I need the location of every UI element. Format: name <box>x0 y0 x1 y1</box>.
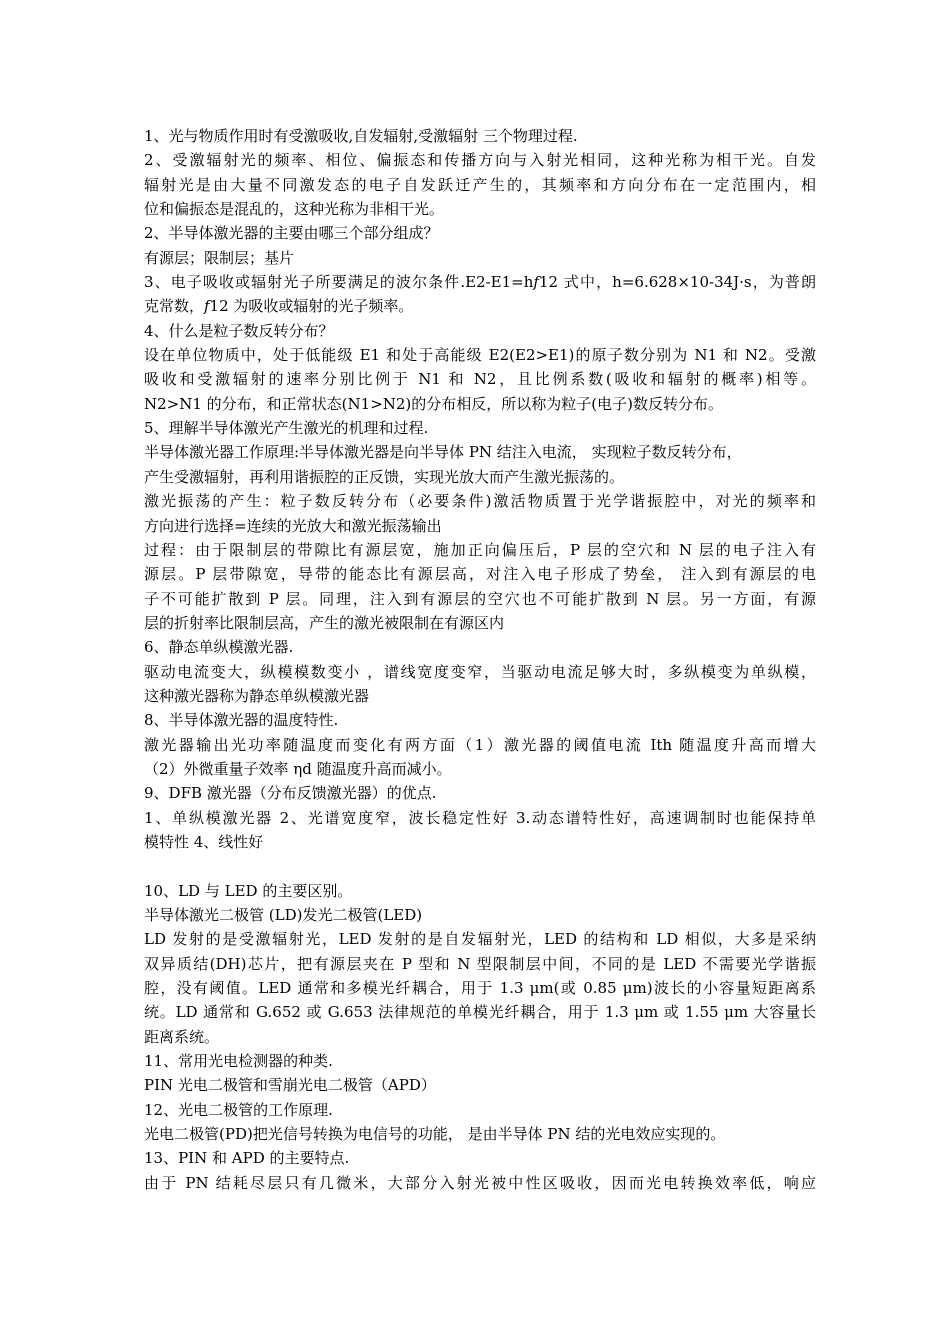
text-line: 距离系统。 <box>144 1027 220 1046</box>
text-line: 11、常用光电检测器的种类. <box>144 1052 333 1071</box>
text-line: 设在单位物质中，处于低能级 E1 和处于高能级 E2(E2>E1)的原子数分别为 N1 和 N2。受激 <box>144 346 816 365</box>
text-line: 有源层；限制层；基片 <box>144 248 295 267</box>
text-line: 半导体激光器工作原理:半导体激光器是向半导体 PN 结注入电流， 实现粒子数反转分布， <box>144 443 742 462</box>
text-line: 子不可能扩散到 P 层。同理，注入到有源层的空穴也不可能扩散到 N 层。另一方面，有源 <box>144 589 816 608</box>
text-line: 产生受激辐射，再利用谐振腔的正反馈，实现光放大而产生激光振荡的。 <box>144 467 625 486</box>
text-line: 模特性 4、线性好 <box>144 832 264 851</box>
text-line: 激光振荡的产生：粒子数反转分布（必要条件)激活物质置于光学谐振腔中，对光的频率和 <box>144 492 816 511</box>
text-line: 5、理解半导体激光产生激光的机理和过程. <box>144 419 429 438</box>
text-line: 激光器输出光功率随温度而变化有两方面（1）激光器的阈值电流 Ith 随温度升高而增大 <box>144 735 816 754</box>
text-line: 由于 PN 结耗尽层只有几微米，大部分入射光被中性区吸收，因而光电转换效率低，响应 <box>144 1173 816 1192</box>
text-line: 源层。P 层带隙宽，导带的能态比有源层高，对注入电子形成了势垒， 注入到有源层的电 <box>144 565 816 584</box>
text-line: 吸收和受激辐射的速率分别比例于 N1 和 N2，且比例系数(吸收和辐射的概率)相等。 <box>144 370 816 389</box>
text-line: 1、光与物质作用时有受激吸收,自发辐射,受激辐射 三个物理过程. <box>144 127 578 145</box>
text-line: 方向进行选择=连续的光放大和激光振荡输出 <box>144 516 442 535</box>
text-line: 6、静态单纵模激光器. <box>144 638 294 657</box>
text-line: （2）外微重量子效率 ηd 随温度升高而减小。 <box>144 759 452 778</box>
text-line: 双异质结(DH)芯片，把有源层夹在 P 型和 N 型限制层中间，不同的是 LED 不需要光学谐振 <box>144 954 816 973</box>
text-line: PIN 光电二极管和雪崩光电二极管（APD） <box>144 1076 436 1095</box>
text-line: 10、LD 与 LED 的主要区别。 <box>144 881 353 900</box>
text-line: 辐射光是由大量不同激发态的电子自发跃迁产生的，其频率和方向分布在一定范围内，相 <box>144 175 816 194</box>
text-line: 1、单纵模激光器 2、光谱宽度窄，波长稳定性好 3.动态谱特性好，高速调制时也能保持单 <box>144 808 816 827</box>
text-line: 光电二极管(PD)把光信号转换为电信号的功能， 是由半导体 PN 结的光电效应实现的。 <box>144 1125 726 1144</box>
text-line <box>144 854 816 878</box>
text-line: 4、什么是粒子数反转分布？ <box>144 321 334 340</box>
text-line: 驱动电流变大，纵模模数变小 ，谱线宽度变窄，当驱动电流足够大时，多纵模变为单纵模， <box>144 662 816 681</box>
text-line: 2、半导体激光器的主要由哪三个部分组成？ <box>144 224 439 243</box>
text-line: 腔，没有阈值。LED 通常和多模光纤耦合，用于 1.3 μm(或 0.85 μm)波长的小容量短距离系 <box>144 979 816 998</box>
text-line: 统。LD 通常和 G.652 或 G.653 法律规范的单模光纤耦合，用于 1.3 μm 或 1.55 μm 大容量长 <box>144 1003 816 1022</box>
text-line: 层的折射率比限制层高，产生的激光被限制在有源区内 <box>144 613 505 632</box>
text-line: 克常数，𝑓12 为吸收或辐射的光子频率。 <box>144 297 414 316</box>
text-line: 3、电子吸收或辐射光子所要满足的波尔条件.E2-E1=h𝑓12 式中，h=6.628×10-34J·s，为普朗 <box>144 273 816 292</box>
text-line: LD 发射的是受激辐射光，LED 发射的是自发辐射光，LED 的结构和 LD 相似，大多是采纳 <box>144 930 816 949</box>
document-body <box>144 124 816 1195</box>
text-line: 8、半导体激光器的温度特性. <box>144 711 339 730</box>
text-line: 这种激光器称为静态单纵模激光器 <box>144 686 370 705</box>
text-line: N2>N1 的分布，和正常状态(N1>N2)的分布相反，所以称为粒子(电子)数反转分布。 <box>144 394 723 413</box>
text-line: 2、受激辐射光的频率、相位、偏振态和传播方向与入射光相同，这种光称为相干光。自发 <box>144 151 816 170</box>
text-line: 9、DFB 激光器（分布反馈激光器）的优点. <box>144 784 437 803</box>
text-line: 13、PIN 和 APD 的主要特点. <box>144 1149 350 1168</box>
text-line: 半导体激光二极管 (LD)发光二极管(LED) <box>144 906 423 924</box>
text-line: 过程：由于限制层的带隙比有源层宽，施加正向偏压后，P 层的空穴和 N 层的电子注入有 <box>144 540 816 559</box>
text-line: 12、光电二极管的工作原理. <box>144 1100 333 1119</box>
text-line: 位和偏振态是混乱的，这种光称为非相干光。 <box>144 200 445 219</box>
